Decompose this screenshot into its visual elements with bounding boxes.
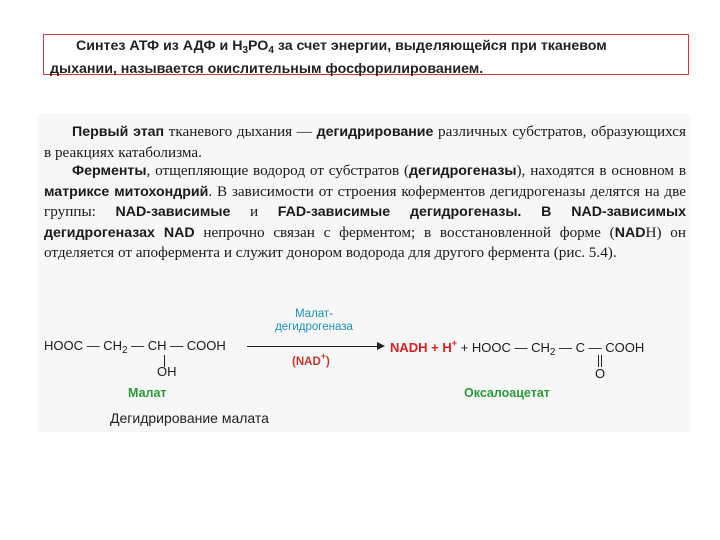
body-text: . В зависимости от строения коферментов дегидрогеназы делятся на две группы:: [44, 182, 686, 220]
cofactor-text: (NAD: [292, 356, 321, 368]
cofactor-label: [292, 351, 330, 368]
term-bold: NAD: [115, 204, 147, 220]
subscript: 2: [122, 345, 128, 356]
figure-caption: Дегидрирование малата: [110, 410, 269, 426]
definition-text: Синтез АТФ из АДФ и Н: [76, 38, 243, 54]
enzyme-label-line: Малат-: [294, 308, 334, 320]
subscript: 4: [268, 45, 274, 56]
malate-dehydrogenation-reaction: [44, 306, 688, 400]
hydroxyl-group: OH: [157, 364, 177, 379]
definition-text: за счет энергии, выделяющейся при тканевом: [273, 38, 607, 54]
term-bold: Ферменты: [72, 163, 147, 179]
superscript: +: [451, 338, 458, 348]
body-text: непрочно связан с ферментом; в восстановленной форме (: [194, 223, 615, 241]
reaction-arrow-head: [377, 342, 385, 350]
definition-line-1: [50, 37, 682, 60]
term-bold: Первый этап: [72, 124, 165, 140]
term-bold: дегидрирование: [316, 124, 434, 140]
body-text: ), находятся в основном в: [516, 162, 686, 179]
malate-formula: [44, 338, 226, 356]
body-text: тканевого дыхания —: [164, 123, 317, 140]
oxaloacetate-label: Оксалоацетат: [464, 386, 550, 400]
body-text: и: [230, 203, 278, 220]
term-bold: матриксе митохондрий: [44, 183, 209, 200]
products-formula: [390, 338, 644, 358]
oxo-group: O: [595, 366, 606, 381]
nadh-product: NADH + H: [390, 340, 452, 355]
formula-text: — C — COOH: [555, 340, 645, 355]
paragraph-enzymes: [44, 161, 686, 263]
reaction-arrow-shaft: [247, 346, 377, 347]
paragraph-first-stage: [44, 122, 686, 162]
enzyme-label: [266, 308, 362, 334]
body-text: , отщепляющие водород от субстратов (: [146, 162, 410, 179]
superscript: +: [320, 351, 327, 361]
term-bold: NAD: [614, 224, 646, 241]
formula-text: +: [457, 340, 472, 355]
enzyme-label-line: дегидрогеназа: [275, 321, 353, 333]
subscript: 2: [549, 347, 556, 358]
definition-box: [43, 34, 689, 75]
body-text: H) он отделяется от апофермента и служит донором водорода для другого фермента (рис. 5.4).: [44, 223, 687, 261]
subscript: 3: [242, 45, 249, 56]
body-text: различных субстратов, образующихся в реакциях катаболизма.: [44, 123, 687, 161]
formula-text: — CH — COOH: [127, 338, 226, 353]
term-bold: -зависимые: [146, 204, 231, 220]
formula-text: HOOC — CH: [44, 338, 122, 353]
term-bold: FAD-зависимые дегидрогеназы. В NAD-зависимых дегидрогеназах NAD: [44, 204, 686, 241]
definition-line-2: дыхании, называется окислительным фосфорилированием.: [50, 61, 484, 77]
formula-text: HOOC — CH: [471, 340, 550, 355]
cofactor-text: ): [326, 356, 330, 368]
malate-label: Малат: [128, 386, 167, 400]
definition-text: РО: [248, 38, 269, 54]
term-bold: дегидрогеназы: [409, 163, 517, 179]
